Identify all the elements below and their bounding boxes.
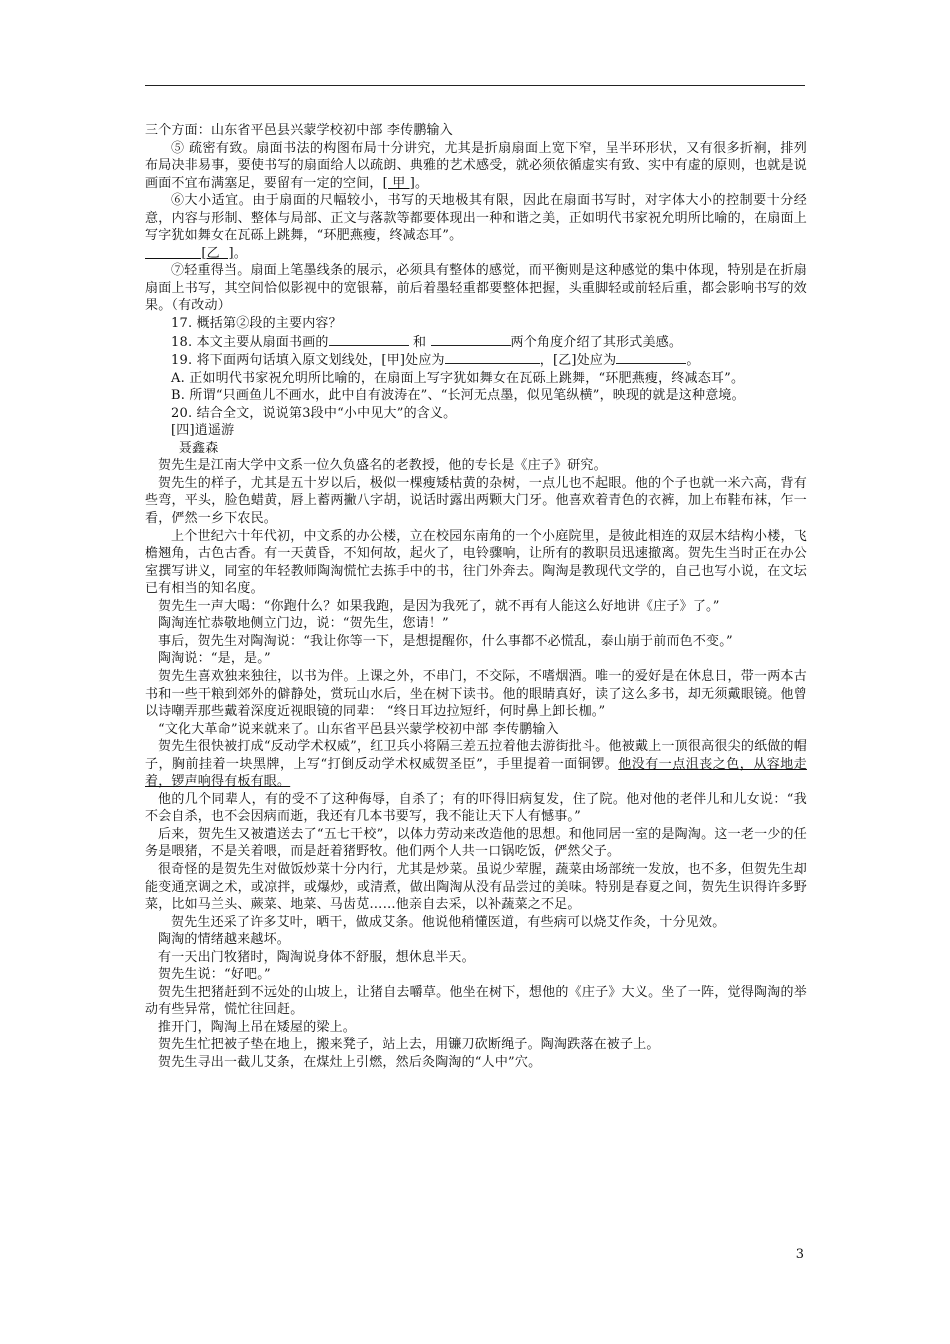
- blank-jia: [ 甲 ]: [382, 175, 416, 191]
- paragraph: 事后，贺先生对陶淘说：“我让你等一下，是想提醒你，什么事都不必慌乱，泰山崩于前而色不变。”: [158, 633, 733, 649]
- paragraph: 陶淘的情绪越来越坏。: [158, 932, 291, 948]
- paragraph: 贺先生是江南大学中文系一位久负盛名的老教授，他的专长是《庄子》研究。: [158, 458, 607, 474]
- paragraph: 贺先生一声大喝：“你跑什么？如果我跑，是因为我死了，就不再有人能这么好地讲《庄子》了。”: [158, 598, 720, 614]
- paragraph: “文化大革命”说来就来了。山东省平邑县兴蒙学校初中部 李传鹏输入: [158, 721, 559, 737]
- underlined-sentence: 他没有一点沮丧之色，从容地走着，锣声响得有板有眼。: [145, 756, 807, 790]
- paragraph: ⑥大小适宜。由于扇面的尺幅较小，书写的天地极其有限，因此在扇面书写时，对字体大小的控制要十分经意，内容与形制、整体与局部、正文与落款等都要体现出一种和谐之美，正如明代书家祝允明所比喻的，在扇面上写字犹如舞女在瓦砾上跳舞，“环肥燕瘦，终减态耳”。: [145, 193, 807, 244]
- paragraph: 贺先生的样子，尤其是五十岁以后，极似一棵瘦矮枯黄的杂树，一点儿也不起眼。他的个子也就一米六高，背有些弯，平头，脸色蜡黄，唇上蓄两撇八字胡，说话时露出两颗大门牙。他喜欢着青色的衣裤，加上布鞋布袜，乍一看，俨然一乡下农民。: [145, 475, 807, 527]
- option-a: A. 正如明代书家祝允明所比喻的，在扇面上写字犹如舞女在瓦砾上跳舞，“环肥燕瘦，终减态耳”。: [171, 370, 745, 386]
- option-b: B. 所谓“只画鱼儿不画水，此中自有波涛在”、“长河无点墨，似见笔纵横”，映现的就是这种意境。: [171, 388, 745, 404]
- author: 聂鑫森: [178, 440, 219, 456]
- question-18: 18. 本文主要从扇面书画的 和 两个角度介绍了其形式美感。: [171, 334, 683, 350]
- paragraph: 三个方面：山东省平邑县兴蒙学校初中部 李传鹏输入: [145, 123, 453, 138]
- answer-blank[interactable]: [445, 351, 540, 364]
- page-number: 3: [795, 1247, 804, 1262]
- paragraph: ⑦轻重得当。扇面上笔墨线条的展示，必须具有整体的感觉，而平衡则是这种感觉的集中体现，特别是在折扇扇面上书写，其空间恰似影视中的宽银幕，前后着墨轻重都要整体把握，头重脚轻或前轻后重，都会影响书写的效果。（有改动）: [145, 263, 807, 314]
- paragraph: 贺先生说：“好吧。”: [158, 967, 271, 983]
- answer-blank[interactable]: [431, 333, 511, 346]
- question-19: 19. 将下面两句话填入原文划线处，[甲]处应为 ，[乙]处应为 。: [171, 353, 700, 369]
- paragraph: 有一天出门牧猪时，陶淘说身体不舒服，想休息半天。: [158, 949, 475, 965]
- paragraph: 贺先生把猪赶到不远处的山坡上，让猪自去嚼草。他坐在树下，想他的《庄子》大义。坐了一阵，觉得陶淘的举动有些异常，慌忙往回赶。: [145, 984, 807, 1018]
- paragraph: 推开门，陶淘上吊在矮屋的梁上。: [158, 1019, 357, 1035]
- paragraph: 后来，贺先生又被遣送去了“五七干校”，以体力劳动来改造他的思想。和他同居一室的是陶淘。这一老一少的任务是喂猪，不是关着喂，而是赶着猪野牧。他们两个人共一口锅吃饭，俨然父子。: [145, 826, 807, 860]
- paragraph: 贺先生忙把被子垫在地上，搬来凳子，站上去，用镰刀砍断绳子。陶淘跌落在被子上。: [158, 1037, 660, 1053]
- paragraph: 很奇怪的是贺先生对做饭炒菜十分内行，尤其是炒菜。虽说少荤腥，蔬菜由场部统一发放，也不多，但贺先生却能变通烹调之术，或凉拌，或爆炒，或清煮，做出陶淘从没有品尝过的美味。特别是春夏之间，贺先生识得许多野菜，比如马兰头、蕨菜、地菜、马齿苋……他亲自去采，以补蔬菜之不足。: [145, 861, 807, 913]
- question-20: 20. 结合全文，说说第3段中“小中见大”的含义。: [171, 405, 457, 421]
- document-body: [145, 122, 807, 1072]
- paragraph: 他的几个同辈人，有的受不了这种侮辱，自杀了；有的吓得旧病复发，住了院。他对他的老伴儿和儿女说：“我不会自杀，也不会因病而逝，我还有几本书要写，我不能让天下人有憾事。”: [145, 791, 807, 825]
- paragraph: 陶淘说：“是，是。”: [158, 651, 271, 667]
- paragraph: ⑤ 疏密有致。扇面书法的构图布局十分讲究，尤其是折扇扇面上宽下窄，呈半环形状，又有很多折裥，排列布局决非易事，要使书写的扇面给人以疏朗、典雅的艺术感受，就必须依循虚实有致、实中有虚的原则，也就是说画面不宜布满塞足，要留有一定的空间，[ 甲 ]。: [145, 140, 807, 191]
- answer-blank[interactable]: [329, 333, 409, 346]
- section-title: [四]逍遥游: [171, 423, 235, 439]
- paragraph: [乙 ]。: [145, 245, 247, 261]
- paragraph: 陶淘连忙恭敬地侧立门边，说：“贺先生，您请！”: [158, 616, 449, 632]
- paragraph: 上个世纪六十年代初，中文系的办公楼，立在校园东南角的一个小庭院里，是彼此相连的双层木结构小楼，飞檐翘角，古色古香。有一天黄昏，不知何故，起火了，电铃骤响，让所有的教职员迅速撤离。贺先生当时正在办公室撰写讲义，同室的年轻教师陶淘慌忙去拣手中的书，往门外奔去。陶淘是教现代文学的，自己也写小说，在文坛已有相当的知名度。: [145, 528, 807, 597]
- paragraph: 贺先生还采了许多艾叶，晒干，做成艾条。他说他稍懂医道，有些病可以烧艾作灸，十分见效。: [171, 914, 726, 930]
- paragraph: 贺先生很快被打成“反动学术权威”，红卫兵小将隔三差五拉着他去游街批斗。他被戴上一顶很高很尖的纸做的帽子，胸前挂着一块黑牌，上写“打倒反动学术权威贺圣臣”，手里提着一面铜锣。他没有一点沮丧之色，从容地走着，锣声响得有板有眼。: [145, 739, 807, 790]
- answer-blank[interactable]: [616, 351, 686, 364]
- blank-yi: [乙 ]: [145, 245, 234, 261]
- paragraph: 贺先生寻出一截儿艾条，在煤灶上引燃，然后灸陶淘的“人中”穴。: [158, 1054, 542, 1070]
- header-rule: [145, 85, 805, 86]
- question-17: 17. 概括第②段的主要内容？: [171, 316, 342, 332]
- paragraph: 贺先生喜欢独来独往，以书为伴。上课之外，不串门，不交际，不嗜烟酒。唯一的爱好是在休息日，带一两本古书和一些干粮到郊外的僻静处，赏玩山水后，坐在树下读书。他的眼睛真好，读了这么多书，却无须戴眼镜。他曾以诗嘲弄那些戴着深度近视眼镜的同辈： “终日耳边拉短纤，何时鼻上卸长枷。”: [145, 668, 807, 720]
